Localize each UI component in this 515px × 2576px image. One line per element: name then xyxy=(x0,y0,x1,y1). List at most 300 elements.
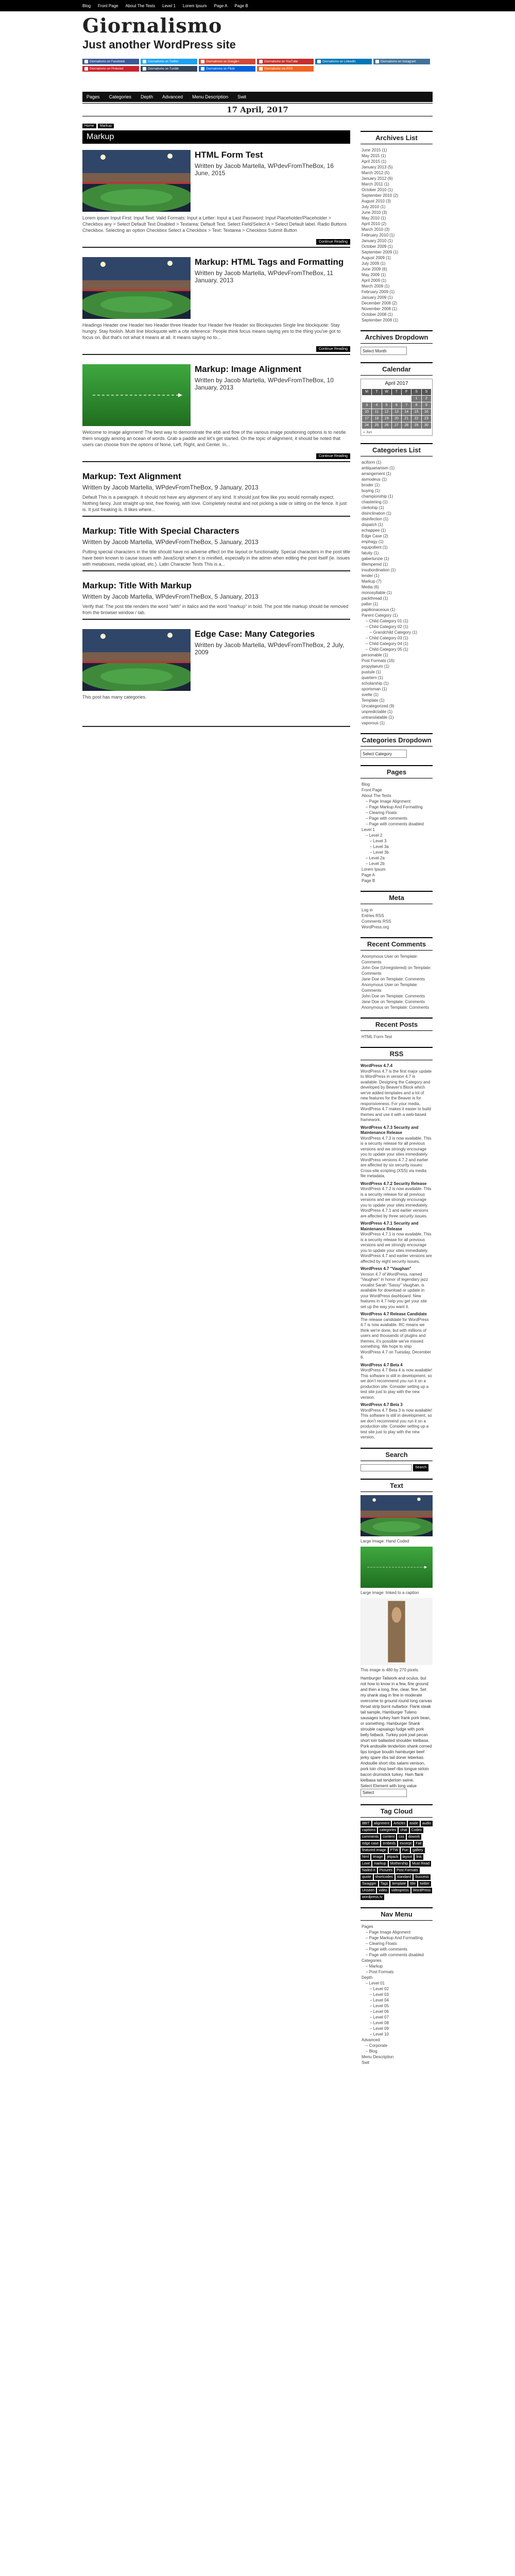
tag-link[interactable]: jetpack xyxy=(385,1854,400,1860)
social-giornalismo-on-linkedin[interactable] xyxy=(315,59,372,64)
categories-dropdown[interactable]: Select Category xyxy=(360,750,407,758)
post-title[interactable]: Markup: Title With Markup xyxy=(82,581,192,590)
list-item[interactable]: disinclination (1) xyxy=(362,511,391,516)
list-item[interactable]: August 2010 (3) xyxy=(362,199,391,204)
social-giornalismo-on-pinterest[interactable] xyxy=(82,66,139,72)
list-item[interactable]: October 2009 (1) xyxy=(362,244,393,249)
nav-item-advanced[interactable]: Advanced xyxy=(162,94,183,99)
list-item[interactable]: – Child Category 02 (1) xyxy=(366,624,408,629)
calendar-prev-link[interactable]: « Jun xyxy=(363,431,372,434)
tag-link[interactable]: captions xyxy=(360,1827,377,1833)
list-item[interactable]: enphagy (1) xyxy=(362,539,384,544)
list-item[interactable]: asmodeus (1) xyxy=(362,477,387,482)
calendar-day: 2 xyxy=(422,396,431,402)
calendar-day: 20 xyxy=(392,416,401,422)
list-item[interactable]: June 2015 (1) xyxy=(362,148,387,152)
list-item[interactable]: February 2010 (1) xyxy=(362,233,395,238)
list-item[interactable]: – Level 03 xyxy=(370,1992,389,1997)
post-thumbnail-image xyxy=(82,257,191,319)
list-item[interactable]: August 2009 (1) xyxy=(362,256,391,260)
rss-item-title[interactable]: WordPress 4.7 Beta 4 xyxy=(360,1362,403,1367)
tag-link[interactable]: Tags xyxy=(379,1881,390,1887)
nav-menu-list xyxy=(360,1924,433,2065)
post-title[interactable]: Markup: HTML Tags and Formatting xyxy=(195,257,344,267)
list-item[interactable]: arrangement (1) xyxy=(362,471,391,476)
tag-link[interactable]: video xyxy=(377,1888,389,1893)
list-item[interactable]: buying (1) xyxy=(362,488,380,493)
rss-item-title[interactable]: WordPress 4.7 Release Candidate xyxy=(360,1312,427,1316)
list-item[interactable]: April 2015 (1) xyxy=(362,159,387,164)
post-header xyxy=(195,150,350,212)
rss-item-text: Version 4.7 of WordPress, named "Vaughan" in honor of legendary jazz vocalist Sarah "Sassy" Vaughan, is available for download or update in your WordPress dashboard. New features in 4.7 help you get your site set up the way you want it. xyxy=(360,1272,428,1309)
post-excerpt: Welcome to image alignment! The best way to demonstrate the ebb and flow of the various image positioning options is to nestle them snuggly among an ocean of words. Grab a paddle and let's get started. On the topic of alignment, it should be noted that users can choose from the options of None, Left, Right, and Center. In... xyxy=(82,430,346,447)
list-item[interactable]: Anonymous User on Template: Comments xyxy=(362,982,418,993)
post-title[interactable]: Edge Case: Many Categories xyxy=(195,629,315,639)
post-title[interactable]: HTML Form Test xyxy=(195,150,263,160)
top-link-page-a[interactable]: Page A xyxy=(214,3,228,8)
list-item[interactable]: January 2013 (5) xyxy=(362,165,393,170)
list-item[interactable]: – Level 01 xyxy=(366,1980,385,1986)
tag-link[interactable]: WordPress xyxy=(411,1888,433,1893)
list-item[interactable]: Template (1) xyxy=(362,698,385,703)
calendar-day: 3 xyxy=(362,402,371,409)
list-item[interactable]: illtempered (1) xyxy=(362,562,388,567)
post-excerpt: Lorem ipsum Input First: Input Text: Valid Formats: Input a Letter: Input a Last Password: Input Placeholder/Placeholder > Checkbox any > Select Default Text Disabled > Textarea: Default Text. Select Field/Select A > Select Default label. Radio Buttons Checkbox. Selecting an option Checkbox Select a Checkbox > Text: Textarea > Checkbox Submit Button xyxy=(82,215,347,233)
tag-link[interactable]: chat xyxy=(399,1827,408,1833)
social-giornalismo-via-rss[interactable] xyxy=(257,66,314,72)
list-item[interactable]: – Markup xyxy=(366,1963,383,1969)
list-item[interactable]: Log in xyxy=(362,908,373,912)
text-widget-select[interactable]: Select xyxy=(360,1789,407,1797)
list-item[interactable]: Anonymous User on Template: Comments xyxy=(362,954,418,964)
tag-link[interactable]: gallery xyxy=(411,1848,425,1853)
post-header xyxy=(195,364,350,426)
list-item[interactable]: – Page with comments xyxy=(366,816,407,821)
calendar-day: 29 xyxy=(411,422,421,429)
list-item[interactable]: Menu Description xyxy=(362,2054,394,2059)
list-item[interactable]: disinfection (1) xyxy=(362,517,389,521)
post-thumbnail[interactable] xyxy=(82,150,191,212)
calendar-day: 15 xyxy=(411,409,421,415)
list-item[interactable]: echappee (1) xyxy=(362,528,386,533)
list-item[interactable]: May 2010 (1) xyxy=(362,216,386,221)
list-item[interactable]: antiquarianism (1) xyxy=(362,466,395,470)
list-item[interactable]: May 2009 (1) xyxy=(362,273,386,277)
calendar-day: 23 xyxy=(422,416,431,422)
post-byline: Written by Jacob Martella, WPdevFromTheBox, 9 January, 2013 xyxy=(82,484,259,491)
calendar-day xyxy=(362,396,371,402)
list-item[interactable]: November 2008 (1) xyxy=(362,307,397,311)
nav-menu-widget-title: Nav Menu xyxy=(360,1907,433,1921)
rss-item-title[interactable]: WordPress 4.7.1 Security and Maintenance Release xyxy=(360,1221,419,1231)
list-item[interactable]: papilionaceous (1) xyxy=(362,607,396,612)
list-item[interactable]: – Child Category 01 (1) xyxy=(366,619,408,623)
list-item[interactable]: svelte (1) xyxy=(362,692,379,697)
post-header xyxy=(82,581,259,600)
list-item[interactable]: championship (1) xyxy=(362,494,393,499)
nav-item-swit[interactable]: Swit xyxy=(237,94,247,99)
nav-item-pages[interactable]: Pages xyxy=(87,94,100,99)
social-giornalismo-on-instagram[interactable] xyxy=(373,59,430,64)
list-item[interactable]: Front Page xyxy=(362,788,382,792)
archives-list xyxy=(360,147,433,323)
post-excerpt: Verify that: The post title renders the word "with" in italics and the word "markup" in bold. The post title markup should be removed from the browser window / tab. xyxy=(82,604,349,615)
calendar-day: 17 xyxy=(362,416,371,422)
breadcrumb-item[interactable]: Markup xyxy=(98,124,114,128)
social-giornalismo-on-tumblr[interactable] xyxy=(141,66,197,72)
list-item[interactable]: Page A xyxy=(362,873,375,877)
post-header xyxy=(82,471,259,491)
list-item[interactable]: chastening (1) xyxy=(362,500,388,504)
list-item[interactable]: Post Formats (16) xyxy=(362,658,395,663)
tag-link[interactable]: twitter xyxy=(418,1881,431,1887)
text-widget-caption: This image is 480 by 270 pixels. xyxy=(360,1667,419,1672)
list-item[interactable]: – Level 05 xyxy=(370,2003,389,2008)
social-label: Giornalismo on Google+ xyxy=(206,60,239,63)
list-item[interactable]: December 2008 (2) xyxy=(362,301,397,306)
list-item[interactable]: dispatch (1) xyxy=(362,522,383,527)
social-giornalismo-on-twitter[interactable] xyxy=(141,59,197,64)
post-thumbnail-image xyxy=(82,150,191,212)
post-title[interactable]: Markup: Image Alignment xyxy=(195,364,302,374)
tag-link[interactable]: Pictures xyxy=(378,1868,394,1873)
tag-link[interactable]: categories xyxy=(378,1827,398,1833)
list-item[interactable]: September 2008 (1) xyxy=(362,318,399,323)
breadcrumb-item[interactable]: Home xyxy=(82,124,96,128)
list-item[interactable]: Lorem Ipsum xyxy=(362,867,386,872)
list-item[interactable]: Uncategorized (9) xyxy=(362,704,394,708)
post-thumbnail[interactable] xyxy=(82,364,191,426)
nav-item-depth[interactable]: Depth xyxy=(141,94,153,99)
tag-link[interactable]: embeds xyxy=(381,1841,397,1846)
tag-link[interactable]: videopress xyxy=(390,1888,410,1893)
list-item[interactable]: – Level 2a xyxy=(366,856,385,860)
list-item[interactable]: March 2012 (5) xyxy=(362,171,390,175)
list-item[interactable]: vaporous (1) xyxy=(362,721,385,725)
list-item[interactable]: – Page with comments disabled xyxy=(366,822,424,826)
text-widget-image[interactable] xyxy=(360,1495,433,1538)
list-item[interactable]: equipollent (1) xyxy=(362,545,388,550)
post-thumbnail-image xyxy=(360,1547,433,1588)
tag-link[interactable]: Codex xyxy=(410,1827,423,1833)
list-item[interactable]: – Clearing Floats xyxy=(366,810,397,815)
list-item[interactable]: scholarship (1) xyxy=(362,681,389,686)
tag-link[interactable]: alignment xyxy=(372,1821,391,1826)
text-widget-image[interactable] xyxy=(360,1547,433,1589)
rss-item-title[interactable]: WordPress 4.7 Beta 3 xyxy=(360,1402,403,1407)
calendar-day: 16 xyxy=(422,409,431,415)
list-item[interactable]: propylaeum (1) xyxy=(362,664,389,669)
post-excerpt: Headings Header one Header two Header three Header four Header five Header six Blockquotes Single line blockquote: Stay hungry. Stay foolish. Multi line blockquote with a cite reference: People think focus means saying yes to the thing you've got to focus on. But that's not what it means at all. It means saying no to... xyxy=(82,323,341,340)
list-item[interactable]: October 2008 (1) xyxy=(362,312,393,317)
tag-link[interactable]: FTW xyxy=(389,1848,400,1853)
tag-link[interactable]: css xyxy=(397,1834,406,1840)
list-item[interactable]: – Child Category 03 (1) xyxy=(366,636,408,640)
post-thumbnail[interactable] xyxy=(82,257,191,319)
list-item[interactable]: – Level 3a xyxy=(370,844,389,849)
list-item[interactable]: – Page Markup And Formatting xyxy=(366,1935,423,1940)
list-item[interactable]: February 2009 (1) xyxy=(362,290,395,294)
rss-feed xyxy=(360,1063,433,1440)
tag-link[interactable]: edge case xyxy=(360,1841,380,1846)
site-tagline: Just another WordPress site xyxy=(82,38,236,51)
list-item[interactable]: January 2009 (1) xyxy=(362,295,393,300)
list-item[interactable]: June 2009 (6) xyxy=(362,267,387,272)
post-thumbnail[interactable] xyxy=(82,629,191,691)
tag-link[interactable]: template xyxy=(390,1881,407,1887)
continue-reading-button[interactable]: Continue Reading xyxy=(316,239,350,245)
tag-link[interactable]: title xyxy=(408,1881,417,1887)
list-item[interactable]: – Level 07 xyxy=(370,2014,389,2020)
list-item[interactable]: packthread (1) xyxy=(362,596,388,601)
list-item[interactable]: Edge Case (2) xyxy=(362,534,388,538)
calendar-day: 9 xyxy=(422,402,431,409)
list-item[interactable]: – Grandchild Category (1) xyxy=(370,630,418,635)
tag-link[interactable]: Unseen xyxy=(360,1888,376,1893)
list-item[interactable]: Level 1 xyxy=(362,827,375,832)
list-item[interactable]: HTML Form Test xyxy=(362,1035,392,1039)
rss-item-title[interactable]: WordPress 4.7 "Vaughan" xyxy=(360,1266,411,1271)
list-item[interactable]: March 2009 (1) xyxy=(362,284,390,289)
list-item[interactable]: Depth xyxy=(362,1975,373,1980)
list-item[interactable]: – Corporate xyxy=(366,2043,388,2048)
list-item[interactable]: Swit xyxy=(362,2060,370,2065)
list-item[interactable]: January 2010 (1) xyxy=(362,239,393,243)
tag-link[interactable]: audio xyxy=(421,1821,433,1826)
post-entry xyxy=(82,629,350,727)
list-item[interactable]: April 2010 (2) xyxy=(362,222,387,226)
list-item[interactable]: – Level 02 xyxy=(370,1986,389,1991)
list-item[interactable]: – Page Markup And Formatting xyxy=(366,805,423,809)
search-input[interactable] xyxy=(360,1464,412,1471)
list-item[interactable]: – Blog xyxy=(366,2048,377,2054)
calendar-day: 13 xyxy=(392,409,401,415)
recent-comments-list xyxy=(360,954,433,1010)
social-icon xyxy=(317,60,321,63)
tag-link[interactable]: featured image xyxy=(360,1848,388,1853)
continue-reading-button[interactable]: Continue Reading xyxy=(316,453,350,459)
list-item[interactable]: – Level 08 xyxy=(370,2020,389,2025)
list-item[interactable]: Jane Doe on Template: Comments xyxy=(362,977,425,981)
tag-link[interactable]: comments xyxy=(360,1834,380,1840)
post-row xyxy=(82,257,350,319)
list-item[interactable]: Jane Doe on Template: Comments xyxy=(362,999,425,1004)
tag-link[interactable]: Fail xyxy=(414,1841,423,1846)
list-item[interactable]: John Doe on Template: Comments xyxy=(362,994,425,998)
list-item[interactable]: aciform (1) xyxy=(362,460,382,465)
list-item[interactable]: September 2010 (2) xyxy=(362,193,399,198)
main-navigation xyxy=(82,92,433,102)
list-item[interactable]: fatuity (1) xyxy=(362,551,379,555)
search-button[interactable]: Search xyxy=(413,1464,428,1471)
rss-item-title[interactable]: WordPress 4.7.3 Security and Maintenance Release xyxy=(360,1125,419,1135)
list-item[interactable]: Categories xyxy=(362,1958,382,1963)
list-item[interactable]: quartern (1) xyxy=(362,675,383,680)
tag-link[interactable]: aside xyxy=(408,1821,420,1826)
list-item[interactable]: palter (1) xyxy=(362,602,379,606)
social-giornalismo-on-google[interactable] xyxy=(199,59,255,64)
list-item[interactable]: – Page Image Alignment xyxy=(366,1929,411,1935)
post-row xyxy=(82,526,350,546)
tag-link[interactable]: shortcodes xyxy=(374,1874,394,1880)
calendar-day-header: W xyxy=(382,389,391,395)
calendar-month: April 2017 xyxy=(385,381,408,386)
nav-item-categories[interactable]: Categories xyxy=(109,94,132,99)
list-item[interactable]: – Level 09 xyxy=(370,2026,389,2031)
list-item[interactable]: – Page with comments xyxy=(366,1946,407,1952)
tag-link[interactable]: content xyxy=(381,1834,396,1840)
list-item[interactable]: July 2010 (1) xyxy=(362,205,386,209)
calendar-grid xyxy=(361,388,432,430)
list-item[interactable]: lender (1) xyxy=(362,573,380,578)
list-item[interactable]: personable (1) xyxy=(362,653,388,657)
post-entry xyxy=(82,471,350,517)
calendar-day: 28 xyxy=(402,422,411,429)
tag-link[interactable]: Success xyxy=(414,1874,430,1880)
rss-item-title[interactable]: WordPress 4.7.4 xyxy=(360,1063,393,1068)
search-widget-title: Search xyxy=(360,1448,433,1461)
calendar xyxy=(360,379,433,436)
tag-link[interactable]: Mothership xyxy=(389,1861,410,1867)
list-item[interactable]: September 2009 (1) xyxy=(362,250,399,255)
list-item[interactable]: About The Tests xyxy=(362,793,391,798)
post-title[interactable]: Markup: Title With Special Characters xyxy=(82,526,239,536)
social-giornalismo-on-flickr[interactable] xyxy=(199,66,255,72)
list-item[interactable]: – Clearing Floats xyxy=(366,1941,397,1946)
list-item[interactable]: – Page with comments disabled xyxy=(366,1952,424,1957)
tag-link[interactable]: Swagger xyxy=(360,1881,378,1887)
list-item[interactable]: – Child Category 05 (1) xyxy=(366,647,408,652)
tag-link[interactable]: Nailed It xyxy=(360,1868,377,1873)
list-item[interactable]: May 2015 (1) xyxy=(362,154,386,158)
list-item[interactable]: untranslatable (1) xyxy=(362,715,394,720)
rss-widget-title: RSS xyxy=(360,1047,433,1060)
tag-link[interactable]: Post Formats xyxy=(395,1868,420,1873)
list-item[interactable]: – Level 3b xyxy=(370,850,389,855)
list-item[interactable]: pustule (1) xyxy=(362,670,381,674)
list-item[interactable]: Pages xyxy=(362,1924,373,1929)
top-link-level-1[interactable]: Level 1 xyxy=(162,3,176,8)
top-link-blog[interactable]: Blog xyxy=(82,3,91,8)
social-label: Giornalismo on Flickr xyxy=(206,67,235,71)
list-item[interactable]: insubordination (1) xyxy=(362,568,396,572)
rss-item-text: WordPress 4.7 Beta 3 is now available! This software is still in development, so we don't recommend you run it on a production site. Consider setting up a test site just to play with the new version. xyxy=(360,1408,433,1439)
list-item[interactable]: Blog xyxy=(362,782,370,787)
tag-link[interactable]: excerpt xyxy=(398,1841,413,1846)
list-item[interactable]: John Doe (Unregistered) on Template: Comments xyxy=(362,965,432,976)
tag-link[interactable]: image xyxy=(371,1854,384,1860)
list-item[interactable]: Advanced xyxy=(362,2037,380,2042)
list-item[interactable]: January 2012 (6) xyxy=(362,176,393,181)
top-link-about-the-tests[interactable]: About The Tests xyxy=(125,3,156,8)
tag-link[interactable]: dowork xyxy=(407,1834,422,1840)
list-item[interactable]: Parent Category (1) xyxy=(362,613,398,618)
rss-item-text: WordPress 4.7.1 is now available. This is a security release for all previous versions and we strongly encourage you to update your sites immediately. WordPress 4.7 and earlier versions are affected by eight security issues. xyxy=(360,1232,432,1264)
calendar-day: 25 xyxy=(372,422,381,429)
calendar-day: 7 xyxy=(402,402,411,409)
list-item[interactable]: July 2009 (1) xyxy=(362,261,386,266)
list-item[interactable]: – Level 06 xyxy=(370,2009,389,2014)
tag-link[interactable]: wordpress.tv xyxy=(360,1894,384,1900)
social-label: Giornalismo on Pinterest xyxy=(90,67,124,71)
recent-posts-list xyxy=(360,1034,433,1040)
site-title[interactable]: Giornalismo xyxy=(82,14,222,37)
list-item[interactable]: broder (1) xyxy=(362,483,380,487)
list-item[interactable]: Media (6) xyxy=(362,585,379,589)
tag-link[interactable]: markup xyxy=(372,1861,387,1867)
list-item[interactable]: – Post Formats xyxy=(366,1969,394,1974)
top-link-lorem-ipsum[interactable]: Lorem Ipsum xyxy=(182,3,207,8)
post-title[interactable]: Markup: Text Alignment xyxy=(82,471,181,481)
text-widget-image[interactable] xyxy=(360,1598,433,1667)
list-item[interactable]: Markup (7) xyxy=(362,579,382,584)
list-item[interactable]: March 2010 (3) xyxy=(362,227,390,232)
list-item[interactable]: Comments RSS xyxy=(362,919,391,924)
list-item[interactable]: – Child Category 04 (1) xyxy=(366,641,408,646)
list-item[interactable]: – Level 3 xyxy=(370,839,387,843)
calendar-day: 4 xyxy=(372,402,381,409)
calendar-day: 10 xyxy=(362,409,371,415)
list-item[interactable]: – Level 10 xyxy=(370,2031,389,2037)
list-item[interactable]: unpredictable (1) xyxy=(362,709,393,714)
calendar-day: 30 xyxy=(422,422,431,429)
archives-dropdown[interactable]: Select Month xyxy=(360,347,407,355)
list-item[interactable]: June 2010 (3) xyxy=(362,210,387,215)
tag-link[interactable]: Love xyxy=(360,1861,371,1867)
list-item[interactable]: – Page Image Alignment xyxy=(366,799,411,804)
calendar-day: 5 xyxy=(382,402,391,409)
tag-link[interactable]: Fun xyxy=(401,1848,410,1853)
list-item[interactable]: monosyllable (1) xyxy=(362,590,392,595)
tag-link[interactable]: html xyxy=(360,1854,370,1860)
list-item[interactable]: WordPress.org xyxy=(362,925,389,929)
tag-link[interactable]: layout xyxy=(401,1854,414,1860)
tag-link[interactable]: quote xyxy=(360,1874,373,1880)
list-item[interactable]: Anonymous on Template: Comments xyxy=(362,1005,430,1010)
continue-reading-button[interactable]: Continue Reading xyxy=(316,346,350,352)
tag-link[interactable]: 8BIT xyxy=(360,1821,371,1826)
social-icon xyxy=(259,67,263,71)
rss-item-title[interactable]: WordPress 4.7.2 Security Release xyxy=(360,1181,427,1186)
top-link-front-page[interactable]: Front Page xyxy=(98,3,118,8)
list-item[interactable]: October 2010 (1) xyxy=(362,188,393,192)
text-widget-caption: Large image: linked to a caption xyxy=(360,1590,419,1595)
list-item[interactable]: – Level 2 xyxy=(366,833,383,838)
calendar-day: 22 xyxy=(411,416,421,422)
list-item[interactable]: gaberlunzie (1) xyxy=(362,556,389,561)
post-row xyxy=(82,150,350,212)
list-item[interactable]: Page B xyxy=(362,878,375,883)
list-item[interactable]: clerkship (1) xyxy=(362,505,384,510)
list-item[interactable]: – Level 04 xyxy=(370,1997,389,2003)
social-label: Giornalismo on YouTube xyxy=(264,60,298,63)
tag-link[interactable]: standard xyxy=(396,1874,413,1880)
tag-link[interactable]: Must Read xyxy=(410,1861,431,1867)
tag-link[interactable]: Articles xyxy=(392,1821,407,1826)
list-item[interactable]: April 2009 (1) xyxy=(362,278,387,283)
nav-item-menu-description[interactable]: Menu Description xyxy=(192,94,229,99)
social-giornalismo-on-facebook[interactable] xyxy=(82,59,139,64)
social-label: Giornalismo on Facebook xyxy=(90,60,125,63)
social-giornalismo-on-youtube[interactable] xyxy=(257,59,314,64)
list-item[interactable]: March 2011 (1) xyxy=(362,182,389,187)
top-link-page-b[interactable]: Page B xyxy=(234,3,248,8)
rss-item-text: The release candidate for WordPress 4.7 is now available. RC means we think we're done, but with millions of users and thousands of plugins and themes, it's possible we've missed something. We hope to ship WordPress 4.7 on Tuesday, December 6. xyxy=(360,1317,432,1360)
tag-link[interactable]: link xyxy=(415,1854,423,1860)
list-item[interactable]: – Level 2b xyxy=(366,861,385,866)
list-item[interactable]: Entries RSS xyxy=(362,913,384,918)
list-item[interactable]: sportsman (1) xyxy=(362,687,387,691)
